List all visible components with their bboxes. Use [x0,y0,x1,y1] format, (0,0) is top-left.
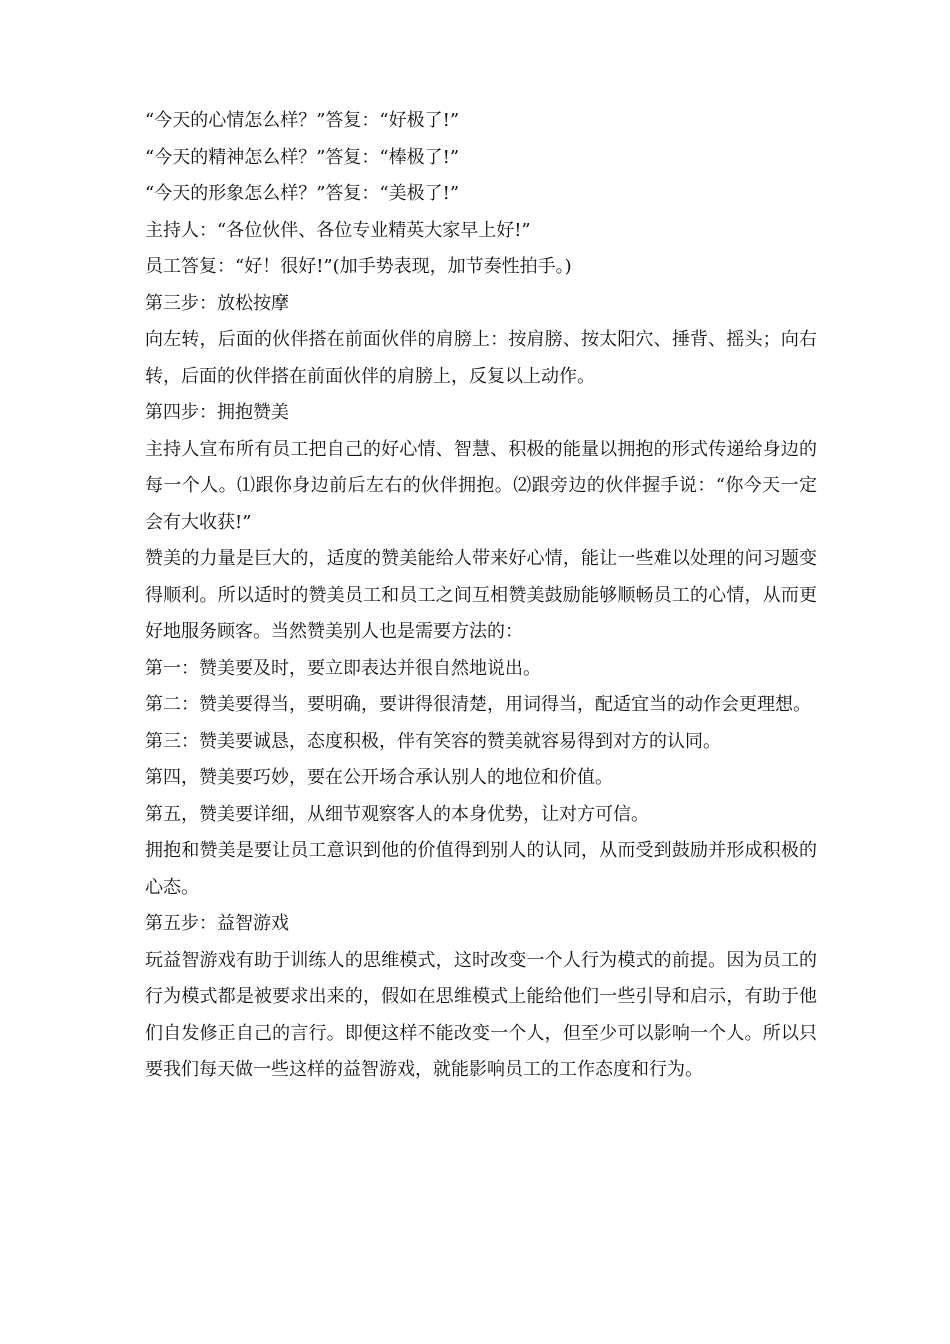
paragraph: 主持人宣布所有员工把自己的好心情、智慧、积极的能量以拥抱的形式传递给身边的每一个人。⑴跟你身边前后左右的伙伴拥抱。⑵跟旁边的伙伴握手说：“你今天一定会有大收获!” [145,438,817,533]
list-item: 第一：赞美要及时，要立即表达并很自然地说出。 [145,657,541,679]
list-item: 第三：赞美要诚恳，态度积极，伴有笑容的赞美就容易得到对方的认同。 [145,730,721,752]
section-heading: 第三步：放松按摩 [145,292,289,314]
paragraph: 主持人：“各位伙伴、各位专业精英大家早上好!” [145,219,531,241]
paragraph: 员工答复：“好！很好!”(加手势表现，加节奏性拍手。) [145,256,572,277]
paragraph: “今天的精神怎么样？”答复：“棒极了!” [145,146,460,168]
paragraph: “今天的心情怎么样？”答复：“好极了!” [145,110,460,131]
list-item: 第二：赞美要得当，要明确，要讲得很清楚，用词得当，配适宜当的动作会更理想。 [145,694,811,715]
document-body [145,103,817,1089]
paragraph: 玩益智游戏有助于训练人的思维模式，这时改变一个人行为模式的前提。因为员工的行为模式都是被要求出来的，假如在思维模式上能给他们一些引导和启示，有助于他们自发修正自己的言行。即便这样不能改变一个人，但至少可以影响一个人。所以只要我们每天做一些这样的益智游戏，就能影响员工的工作态度和行为。 [145,949,817,1080]
paragraph: 赞美的力量是巨大的，适度的赞美能给人带来好心情，能让一些难以处理的问习题变得顺利。所以适时的赞美员工和员工之间互相赞美鼓励能够顺畅员工的心情，从而更好地服务顾客。当然赞美别人也是需要方法的： [145,548,817,642]
paragraph: 拥抱和赞美是要让员工意识到他的价值得到别人的认同，从而受到鼓励并形成积极的心态。 [145,840,817,898]
paragraph: “今天的形象怎么样？”答复：“美极了!” [145,183,460,204]
section-heading: 第五步：益智游戏 [145,913,289,934]
list-item: 第五，赞美要详细，从细节观察客人的本身优势，让对方可信。 [145,803,649,825]
list-item: 第四，赞美要巧妙，要在公开场合承认别人的地位和价值。 [145,767,613,788]
section-heading: 第四步：拥抱赞美 [145,402,289,423]
paragraph: 向左转，后面的伙伴搭在前面伙伴的肩膀上：按肩膀、按太阳穴、捶背、摇头；向右转，后面的伙伴搭在前面伙伴的肩膀上，反复以上动作。 [145,329,817,387]
